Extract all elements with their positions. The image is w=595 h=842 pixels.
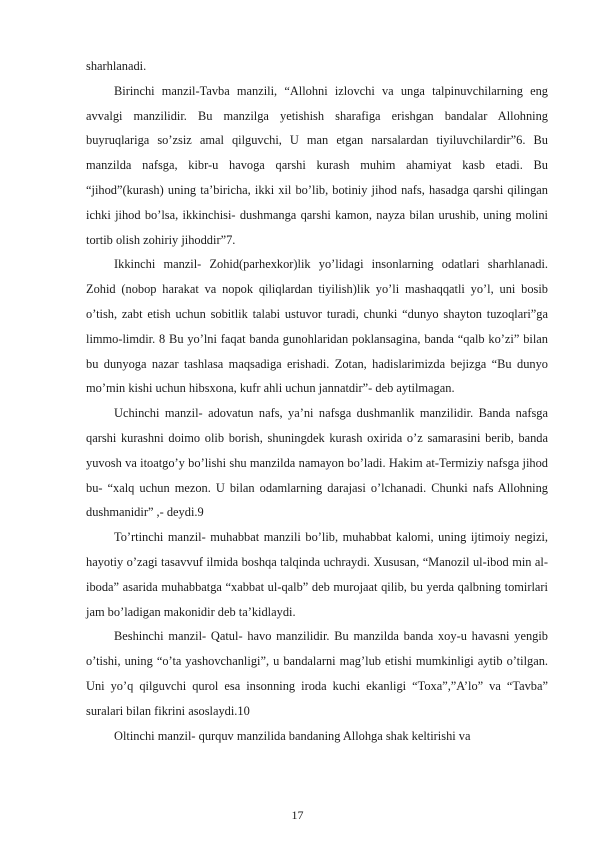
paragraph-second-manzil: Ikkinchi manzil- Zohid(parhexkor)lik yo’lidagi insonlarning odatlari sharhlanadi. Zohid (nobop harakat va nopok qiliqlardan tiyilish)lik yo’li mashaqqatli yo’l, uni bosib o’tish, zabt etish uchun sobitlik talabi ustuvor turadi, chunki “dunyo shayton tuzoqlari”ga limmo-limdir. 8 Bu yo’lni faqat banda gunohlaridan poklansagina, banda “qalb ko’zi” bilan bu dunyoga nazar tashlasa maqsadiga erishadi. Zotan, hadislarimizda bejizga “Bu dunyo mo’min kishi uchun hibsxona, kufr ahli uchun jannatdir”- deb aytilmagan. xyxy=(86,257,548,396)
paragraph-third-manzil: Uchinchi manzil- adovatun nafs, ya’ni nafsga dushmanlik manzilidir. Banda nafsga qarshi kurashni doimo olib borish, shuningdek kurash oxirida o’z samarasini berib, banda yuvosh va itoatgo’y bo’lishi shu manzilda namayon bo’ladi. Hakim at-Termiziy nafsga jihod bu- “xalq uchun mezon. U bilan odamlarning darajasi o’lchanadi. Chunki nafs Allohning dushmanidir” ,- deydi.9 xyxy=(86,406,548,520)
paragraph-first-manzil: Birinchi manzil-Tavba manzili, “Allohni izlovchi va unga talpinuvchilarning eng avvalgi manzilidir. Bu manzilga yetishish sharafiga erishgan bandalar Allohning buyruqlariga so’zsiz amal qilguvchi, U man etgan narsalardan tiyiluvchilardir”6. Bu manzilda nafsga, kibr-u havoga qarshi kurash muhim ahamiyat kasb etadi. Bu “jihod”(kurash) uning ta’biricha, ikki xil bo’lib, botiniy jihod nafs, hasadga qarshi qilingan ichki jihod bo’lsa, ikkinchisi- dushmanga qarshi kamon, nayza bilan urushib, uning molini tortib olish zohiriy jihoddir”7. xyxy=(86,83,548,247)
paragraph-fourth-manzil: To’rtinchi manzil- muhabbat manzili bo’lib, muhabbat kalomi, uning ijtimoiy negizi, hayotiy o’zagi tasavvuf ilmida boshqa talqinda uchraydi. Xususan, “Manozil ul-ibod min al-iboda” asarida muhabbatga “xabbat ul-qalb” deb murojaat qilib, bu yerda qalbning tomirlari jam bo’ladigan makonidir deb ta’kidlaydi. xyxy=(86,530,548,619)
paragraph-sixth-manzil: Oltinchi manzil- qurquv manzilida bandaning Allohga shak keltirishi va xyxy=(114,728,471,743)
paragraph-fifth-manzil: Beshinchi manzil- Qatul- havo manzilidir. Bu manzilda banda xoy-u havasni yengib o’tishi, uning “o’ta yashovchanligi”, u bandalarni mag’lub etishi mumkinligi aytib o’tilgan. Uni yo’q qilguvchi qurol esa insonning iroda kuchi ekanligi “Toxa”,”A’lo” va “Tavba” suralari bilan fikrini asoslaydi.10 xyxy=(86,629,548,718)
document-body xyxy=(86,54,548,748)
page-number: 17 xyxy=(291,808,304,822)
paragraph-continuation: sharhlanadi. xyxy=(86,59,147,73)
